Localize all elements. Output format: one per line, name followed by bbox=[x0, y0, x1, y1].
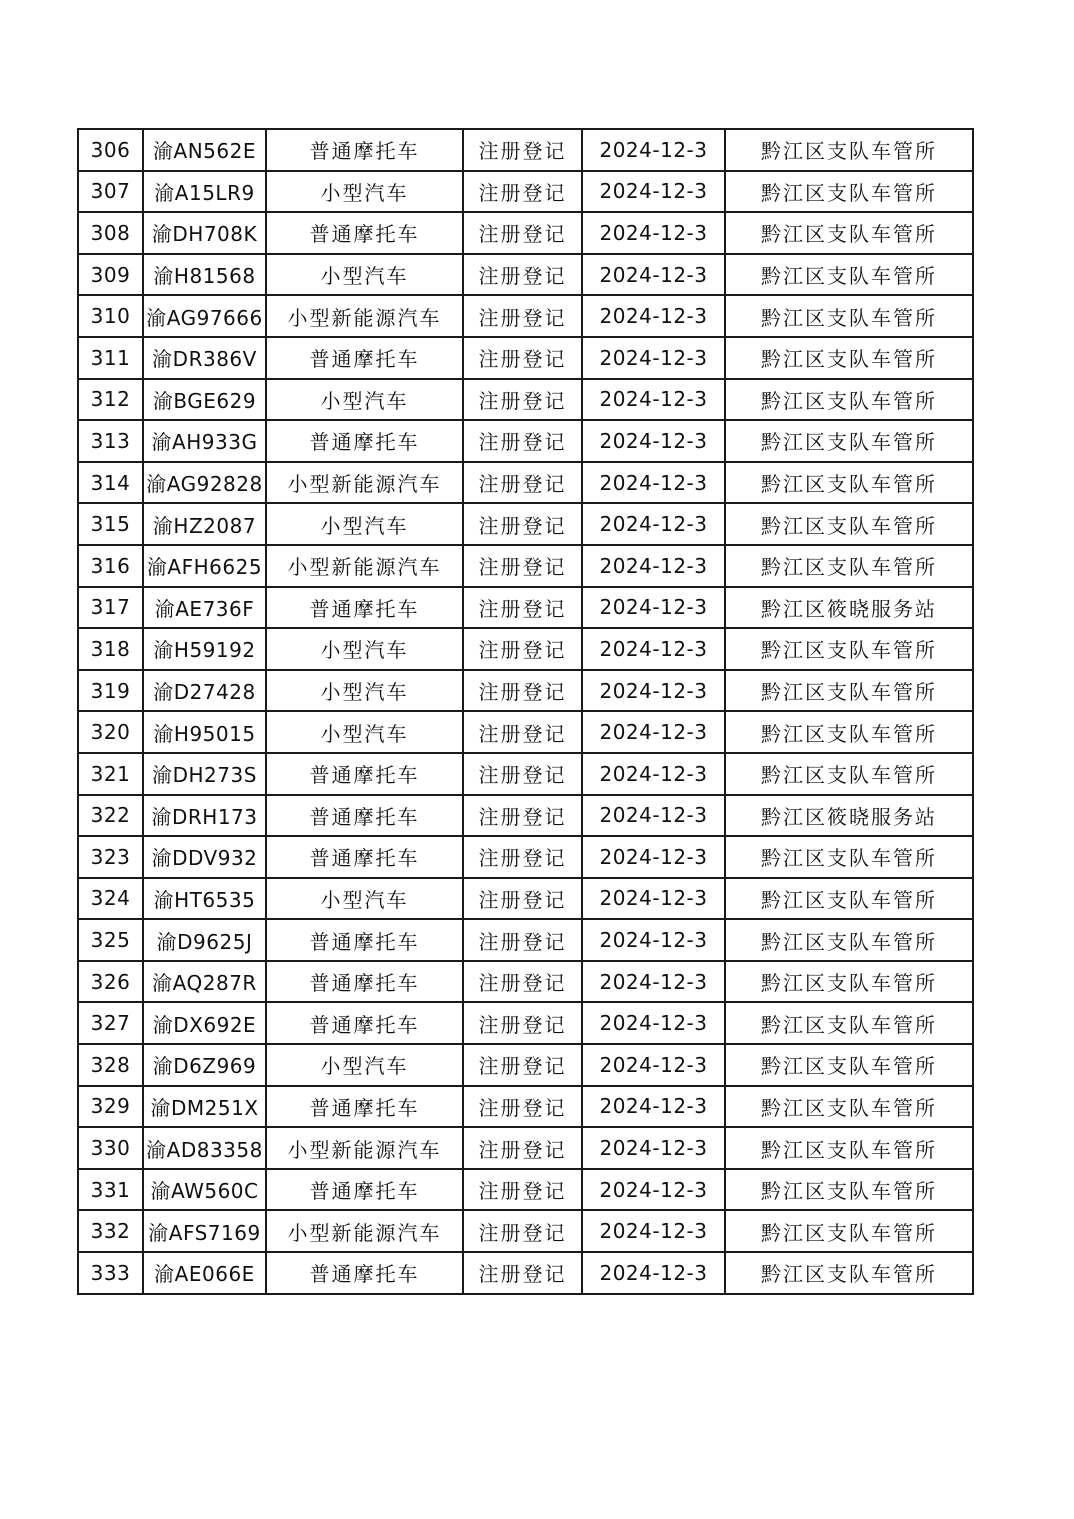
cell-vehicle-type: 小型汽车 bbox=[266, 171, 463, 213]
cell-number: 322 bbox=[78, 795, 143, 837]
table-row bbox=[78, 836, 973, 878]
cell-plate: 渝AW560C bbox=[143, 1169, 266, 1211]
cell-plate: 渝BGE629 bbox=[143, 379, 266, 421]
cell-date: 2024-12-3 bbox=[582, 337, 725, 379]
cell-business-type: 注册登记 bbox=[463, 254, 582, 296]
cell-business-type: 注册登记 bbox=[463, 753, 582, 795]
cell-office: 黔江区支队车管所 bbox=[725, 836, 973, 878]
table-row bbox=[78, 753, 973, 795]
cell-business-type: 注册登记 bbox=[463, 587, 582, 629]
table-row bbox=[78, 1127, 973, 1169]
cell-plate: 渝DM251X bbox=[143, 1086, 266, 1128]
cell-vehicle-type: 小型新能源汽车 bbox=[266, 1127, 463, 1169]
cell-number: 318 bbox=[78, 628, 143, 670]
table-row bbox=[78, 795, 973, 837]
cell-number: 329 bbox=[78, 1086, 143, 1128]
cell-vehicle-type: 小型汽车 bbox=[266, 254, 463, 296]
cell-business-type: 注册登记 bbox=[463, 212, 582, 254]
cell-business-type: 注册登记 bbox=[463, 670, 582, 712]
cell-office: 黔江区支队车管所 bbox=[725, 878, 973, 920]
cell-date: 2024-12-3 bbox=[582, 1252, 725, 1294]
cell-business-type: 注册登记 bbox=[463, 961, 582, 1003]
cell-office: 黔江区支队车管所 bbox=[725, 171, 973, 213]
cell-business-type: 注册登记 bbox=[463, 503, 582, 545]
cell-date: 2024-12-3 bbox=[582, 545, 725, 587]
cell-date: 2024-12-3 bbox=[582, 628, 725, 670]
cell-office: 黔江区筱晓服务站 bbox=[725, 795, 973, 837]
cell-number: 321 bbox=[78, 753, 143, 795]
cell-business-type: 注册登记 bbox=[463, 628, 582, 670]
cell-date: 2024-12-3 bbox=[582, 129, 725, 171]
table-row bbox=[78, 628, 973, 670]
table-row bbox=[78, 878, 973, 920]
cell-number: 314 bbox=[78, 462, 143, 504]
table-row bbox=[78, 212, 973, 254]
table-row bbox=[78, 254, 973, 296]
cell-office: 黔江区支队车管所 bbox=[725, 670, 973, 712]
cell-date: 2024-12-3 bbox=[582, 919, 725, 961]
cell-plate: 渝AG97666 bbox=[143, 295, 266, 337]
cell-plate: 渝D9625J bbox=[143, 919, 266, 961]
cell-office: 黔江区支队车管所 bbox=[725, 1002, 973, 1044]
cell-vehicle-type: 普通摩托车 bbox=[266, 337, 463, 379]
cell-plate: 渝H59192 bbox=[143, 628, 266, 670]
table-row bbox=[78, 1169, 973, 1211]
table-row bbox=[78, 545, 973, 587]
cell-vehicle-type: 普通摩托车 bbox=[266, 1086, 463, 1128]
cell-number: 308 bbox=[78, 212, 143, 254]
table-row bbox=[78, 1210, 973, 1252]
table-row bbox=[78, 337, 973, 379]
cell-office: 黔江区支队车管所 bbox=[725, 212, 973, 254]
cell-business-type: 注册登记 bbox=[463, 129, 582, 171]
cell-vehicle-type: 普通摩托车 bbox=[266, 129, 463, 171]
cell-date: 2024-12-3 bbox=[582, 878, 725, 920]
cell-number: 328 bbox=[78, 1044, 143, 1086]
cell-number: 327 bbox=[78, 1002, 143, 1044]
table-row bbox=[78, 587, 973, 629]
cell-office: 黔江区支队车管所 bbox=[725, 1127, 973, 1169]
cell-business-type: 注册登记 bbox=[463, 337, 582, 379]
cell-vehicle-type: 普通摩托车 bbox=[266, 836, 463, 878]
cell-office: 黔江区支队车管所 bbox=[725, 420, 973, 462]
cell-number: 313 bbox=[78, 420, 143, 462]
cell-business-type: 注册登记 bbox=[463, 379, 582, 421]
cell-business-type: 注册登记 bbox=[463, 711, 582, 753]
table-row bbox=[78, 420, 973, 462]
cell-office: 黔江区支队车管所 bbox=[725, 1169, 973, 1211]
cell-date: 2024-12-3 bbox=[582, 295, 725, 337]
cell-vehicle-type: 普通摩托车 bbox=[266, 919, 463, 961]
cell-vehicle-type: 小型新能源汽车 bbox=[266, 1210, 463, 1252]
cell-date: 2024-12-3 bbox=[582, 254, 725, 296]
cell-date: 2024-12-3 bbox=[582, 1210, 725, 1252]
cell-business-type: 注册登记 bbox=[463, 795, 582, 837]
cell-date: 2024-12-3 bbox=[582, 212, 725, 254]
cell-date: 2024-12-3 bbox=[582, 587, 725, 629]
cell-plate: 渝H81568 bbox=[143, 254, 266, 296]
cell-plate: 渝AD83358 bbox=[143, 1127, 266, 1169]
cell-vehicle-type: 小型新能源汽车 bbox=[266, 295, 463, 337]
cell-date: 2024-12-3 bbox=[582, 670, 725, 712]
cell-vehicle-type: 普通摩托车 bbox=[266, 1169, 463, 1211]
cell-date: 2024-12-3 bbox=[582, 379, 725, 421]
cell-plate: 渝D6Z969 bbox=[143, 1044, 266, 1086]
table-row bbox=[78, 1044, 973, 1086]
cell-number: 333 bbox=[78, 1252, 143, 1294]
cell-office: 黔江区支队车管所 bbox=[725, 711, 973, 753]
cell-vehicle-type: 小型汽车 bbox=[266, 379, 463, 421]
cell-business-type: 注册登记 bbox=[463, 462, 582, 504]
table-row bbox=[78, 1086, 973, 1128]
cell-vehicle-type: 普通摩托车 bbox=[266, 1002, 463, 1044]
cell-number: 331 bbox=[78, 1169, 143, 1211]
cell-vehicle-type: 小型汽车 bbox=[266, 1044, 463, 1086]
cell-plate: 渝A15LR9 bbox=[143, 171, 266, 213]
cell-office: 黔江区支队车管所 bbox=[725, 337, 973, 379]
cell-vehicle-type: 小型新能源汽车 bbox=[266, 545, 463, 587]
cell-business-type: 注册登记 bbox=[463, 171, 582, 213]
cell-number: 306 bbox=[78, 129, 143, 171]
cell-plate: 渝DDV932 bbox=[143, 836, 266, 878]
cell-plate: 渝AG92828 bbox=[143, 462, 266, 504]
cell-number: 319 bbox=[78, 670, 143, 712]
table-row bbox=[78, 503, 973, 545]
cell-office: 黔江区筱晓服务站 bbox=[725, 587, 973, 629]
cell-plate: 渝AE066E bbox=[143, 1252, 266, 1294]
cell-business-type: 注册登记 bbox=[463, 1210, 582, 1252]
cell-vehicle-type: 小型新能源汽车 bbox=[266, 462, 463, 504]
cell-number: 311 bbox=[78, 337, 143, 379]
cell-office: 黔江区支队车管所 bbox=[725, 503, 973, 545]
cell-office: 黔江区支队车管所 bbox=[725, 919, 973, 961]
cell-plate: 渝AN562E bbox=[143, 129, 266, 171]
cell-plate: 渝DR386V bbox=[143, 337, 266, 379]
cell-date: 2024-12-3 bbox=[582, 753, 725, 795]
cell-plate: 渝AQ287R bbox=[143, 961, 266, 1003]
table-row bbox=[78, 711, 973, 753]
table-row bbox=[78, 670, 973, 712]
cell-vehicle-type: 小型汽车 bbox=[266, 878, 463, 920]
cell-plate: 渝DH708K bbox=[143, 212, 266, 254]
cell-number: 316 bbox=[78, 545, 143, 587]
cell-plate: 渝AFH6625 bbox=[143, 545, 266, 587]
cell-plate: 渝DH273S bbox=[143, 753, 266, 795]
cell-vehicle-type: 小型汽车 bbox=[266, 711, 463, 753]
cell-vehicle-type: 普通摩托车 bbox=[266, 961, 463, 1003]
cell-vehicle-type: 普通摩托车 bbox=[266, 1252, 463, 1294]
cell-business-type: 注册登记 bbox=[463, 1044, 582, 1086]
cell-vehicle-type: 普通摩托车 bbox=[266, 420, 463, 462]
table-row bbox=[78, 129, 973, 171]
cell-office: 黔江区支队车管所 bbox=[725, 961, 973, 1003]
cell-number: 309 bbox=[78, 254, 143, 296]
cell-plate: 渝DX692E bbox=[143, 1002, 266, 1044]
table-row bbox=[78, 171, 973, 213]
cell-vehicle-type: 普通摩托车 bbox=[266, 587, 463, 629]
cell-number: 324 bbox=[78, 878, 143, 920]
cell-date: 2024-12-3 bbox=[582, 711, 725, 753]
cell-plate: 渝AE736F bbox=[143, 587, 266, 629]
registration-table bbox=[77, 128, 974, 1295]
cell-plate: 渝DRH173 bbox=[143, 795, 266, 837]
cell-date: 2024-12-3 bbox=[582, 836, 725, 878]
cell-date: 2024-12-3 bbox=[582, 462, 725, 504]
cell-office: 黔江区支队车管所 bbox=[725, 545, 973, 587]
cell-number: 332 bbox=[78, 1210, 143, 1252]
cell-date: 2024-12-3 bbox=[582, 1086, 725, 1128]
table-row bbox=[78, 379, 973, 421]
cell-office: 黔江区支队车管所 bbox=[725, 1044, 973, 1086]
cell-office: 黔江区支队车管所 bbox=[725, 129, 973, 171]
cell-business-type: 注册登记 bbox=[463, 836, 582, 878]
cell-plate: 渝HZ2087 bbox=[143, 503, 266, 545]
cell-number: 315 bbox=[78, 503, 143, 545]
cell-vehicle-type: 小型汽车 bbox=[266, 670, 463, 712]
cell-business-type: 注册登记 bbox=[463, 1002, 582, 1044]
cell-date: 2024-12-3 bbox=[582, 1044, 725, 1086]
cell-office: 黔江区支队车管所 bbox=[725, 254, 973, 296]
cell-number: 323 bbox=[78, 836, 143, 878]
cell-vehicle-type: 小型汽车 bbox=[266, 628, 463, 670]
cell-date: 2024-12-3 bbox=[582, 795, 725, 837]
cell-office: 黔江区支队车管所 bbox=[725, 295, 973, 337]
cell-date: 2024-12-3 bbox=[582, 171, 725, 213]
cell-office: 黔江区支队车管所 bbox=[725, 379, 973, 421]
cell-number: 312 bbox=[78, 379, 143, 421]
cell-plate: 渝AH933G bbox=[143, 420, 266, 462]
cell-date: 2024-12-3 bbox=[582, 503, 725, 545]
cell-plate: 渝D27428 bbox=[143, 670, 266, 712]
cell-office: 黔江区支队车管所 bbox=[725, 753, 973, 795]
cell-office: 黔江区支队车管所 bbox=[725, 628, 973, 670]
cell-date: 2024-12-3 bbox=[582, 420, 725, 462]
cell-plate: 渝HT6535 bbox=[143, 878, 266, 920]
cell-vehicle-type: 普通摩托车 bbox=[266, 753, 463, 795]
cell-business-type: 注册登记 bbox=[463, 878, 582, 920]
cell-plate: 渝H95015 bbox=[143, 711, 266, 753]
cell-date: 2024-12-3 bbox=[582, 1002, 725, 1044]
cell-vehicle-type: 普通摩托车 bbox=[266, 212, 463, 254]
cell-business-type: 注册登记 bbox=[463, 1252, 582, 1294]
cell-vehicle-type: 小型汽车 bbox=[266, 503, 463, 545]
table-row bbox=[78, 919, 973, 961]
cell-vehicle-type: 普通摩托车 bbox=[266, 795, 463, 837]
cell-business-type: 注册登记 bbox=[463, 919, 582, 961]
cell-number: 325 bbox=[78, 919, 143, 961]
cell-office: 黔江区支队车管所 bbox=[725, 462, 973, 504]
cell-business-type: 注册登记 bbox=[463, 1086, 582, 1128]
cell-office: 黔江区支队车管所 bbox=[725, 1252, 973, 1294]
cell-number: 330 bbox=[78, 1127, 143, 1169]
cell-business-type: 注册登记 bbox=[463, 545, 582, 587]
table-row bbox=[78, 1252, 973, 1294]
cell-number: 307 bbox=[78, 171, 143, 213]
cell-office: 黔江区支队车管所 bbox=[725, 1086, 973, 1128]
cell-business-type: 注册登记 bbox=[463, 295, 582, 337]
cell-number: 310 bbox=[78, 295, 143, 337]
cell-business-type: 注册登记 bbox=[463, 1127, 582, 1169]
cell-date: 2024-12-3 bbox=[582, 961, 725, 1003]
cell-number: 326 bbox=[78, 961, 143, 1003]
cell-office: 黔江区支队车管所 bbox=[725, 1210, 973, 1252]
cell-date: 2024-12-3 bbox=[582, 1127, 725, 1169]
registration-table-body bbox=[78, 129, 973, 1294]
table-row bbox=[78, 961, 973, 1003]
table-row bbox=[78, 1002, 973, 1044]
cell-business-type: 注册登记 bbox=[463, 420, 582, 462]
table-row bbox=[78, 295, 973, 337]
cell-date: 2024-12-3 bbox=[582, 1169, 725, 1211]
cell-number: 320 bbox=[78, 711, 143, 753]
table-row bbox=[78, 462, 973, 504]
cell-business-type: 注册登记 bbox=[463, 1169, 582, 1211]
cell-plate: 渝AFS7169 bbox=[143, 1210, 266, 1252]
cell-number: 317 bbox=[78, 587, 143, 629]
